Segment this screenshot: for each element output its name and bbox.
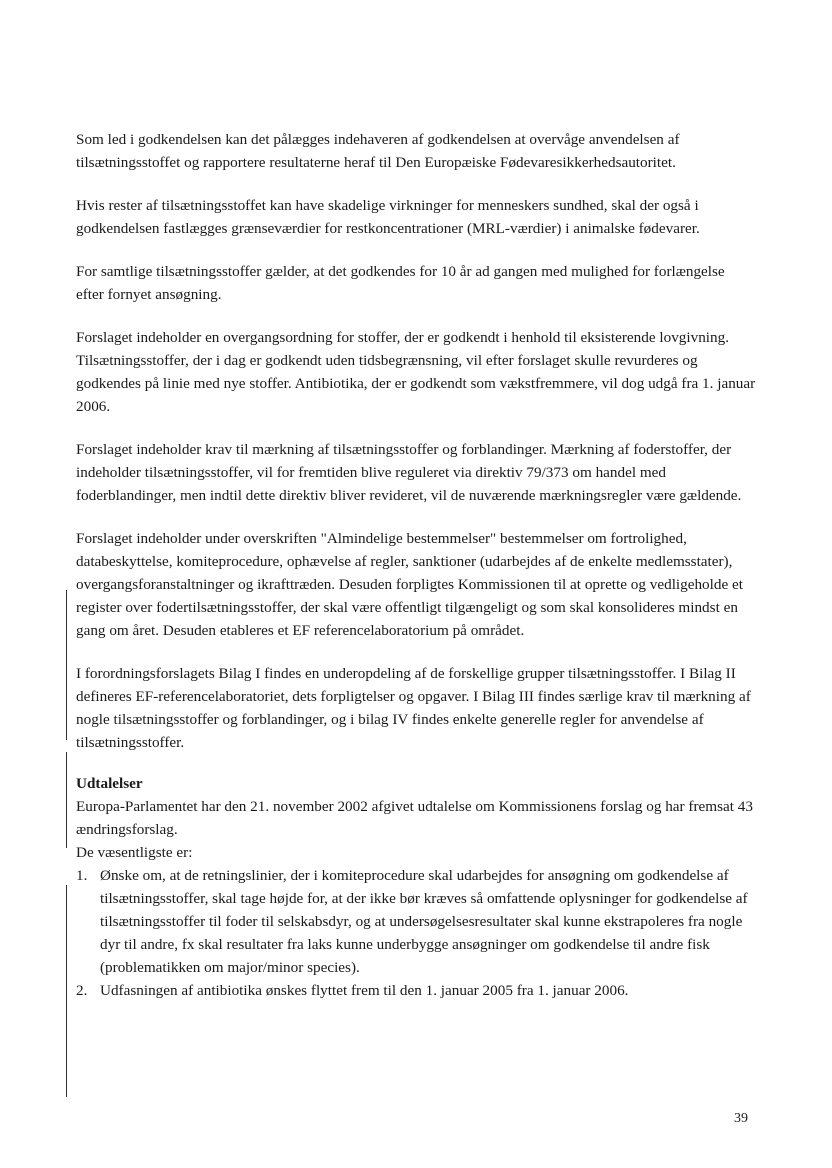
paragraph-6: Forslaget indeholder under overskriften "Almindelige bestemmelser" bestemmelser om fortrolighed, databeskyttelse, komiteprocedure, ophævelse af regler, sanktioner (udarbejdes af de enkelte medlemsstater), overgangsforanstaltninger og ikrafttræden. Desuden forpligtes Kommissionen til at oprette og vedligeholde et register over fodertilsætningsstoffer, der skal være offentligt tilgængeligt og som skal konsolideres mindst en gang om året. Desuden etableres et EF referencelaboratorium på området. xyxy=(76,530,743,639)
list-item xyxy=(76,979,756,1002)
paragraph-7: I forordningsforslagets Bilag I findes en underopdeling af de forskellige grupper tilsætningsstoffer. I Bilag II defineres EF-referencelaboratoriet, dets forpligtelser og opgaver. I Bilag III findes særlige krav til mærkning af nogle tilsætningsstoffer og forblandinger, og i bilag IV findes enkelte generelle regler for anvendelse af tilsætningsstoffer. xyxy=(76,665,751,751)
paragraph-1: Som led i godkendelsen kan det pålægges indehaveren af godkendelsen at overvåge anvendelsen af tilsætningsstoffet og rapportere resultaterne heraf til Den Europæiske Fødevaresikkerhedsautoritet. xyxy=(76,131,680,171)
paragraph-4: Forslaget indeholder en overgangsordning for stoffer, der er godkendt i henhold til eksisterende lovgivning. Tilsætningsstoffer, der i dag er godkendt uden tidsbegrænsning, vil efter forslaget skulle revurderes og godkendes på linie med nye stoffer. Antibiotika, der er godkendt som vækstfremmere, vil dog udgå fra 1. januar 2006. xyxy=(76,329,756,415)
list-item-number: 2. xyxy=(76,982,88,999)
paragraph-3: For samtlige tilsætningsstoffer gælder, at det godkendes for 10 år ad gangen med mulighed for forlængelse efter fornyet ansøgning. xyxy=(76,263,725,303)
section-heading: Udtalelser xyxy=(76,775,143,792)
section-intro: Europa-Parlamentet har den 21. november 2002 afgivet udtalelse om Kommissionens forslag og har fremsat 43 ændringsforslag. xyxy=(76,798,753,838)
list-item xyxy=(76,864,756,979)
paragraph-5: Forslaget indeholder krav til mærkning af tilsætningsstoffer og forblandinger. Mærkning af foderstoffer, der indeholder tilsætningsstoffer, vil for fremtiden blive reguleret via direktiv 79/373 om handel med foderblandinger, men indtil dette direktiv bliver revideret, vil de nuværende mærkningsregler være gældende. xyxy=(76,441,742,504)
document-body xyxy=(76,128,756,1002)
list-item-text: Ønske om, at de retningslinier, der i komiteprocedure skal udarbejdes for ansøgning om godkendelse af tilsætningsstoffer, skal tage højde for, at der ikke bør kræves så omfattende oplysninger for godkendelse af tilsætningsstoffer til foder til selskabsdyr, og at undersøgelsesresultater skal kunne ekstrapoleres fra nogle dyr til andre, fx skal resultater fra laks kunne underbygge ansøgninger om godkendelse til andre fisk (problematikken om major/minor species). xyxy=(100,867,748,976)
change-bar-1 xyxy=(66,590,67,740)
page-number: 39 xyxy=(734,1111,748,1126)
change-bar-2 xyxy=(66,752,67,848)
section-lead: De væsentligste er: xyxy=(76,844,193,861)
paragraph-2: Hvis rester af tilsætningsstoffet kan have skadelige virkninger for menneskers sundhed, skal der også i godkendelsen fastlægges grænseværdier for restkoncentrationer (MRL-værdier) i animalske fødevarer. xyxy=(76,197,700,237)
list-item-number: 1. xyxy=(76,867,88,884)
list-item-text: Udfasningen af antibiotika ønskes flyttet frem til den 1. januar 2005 fra 1. januar 2006. xyxy=(100,982,629,999)
change-bar-3 xyxy=(66,885,67,1097)
numbered-list xyxy=(76,864,756,1002)
